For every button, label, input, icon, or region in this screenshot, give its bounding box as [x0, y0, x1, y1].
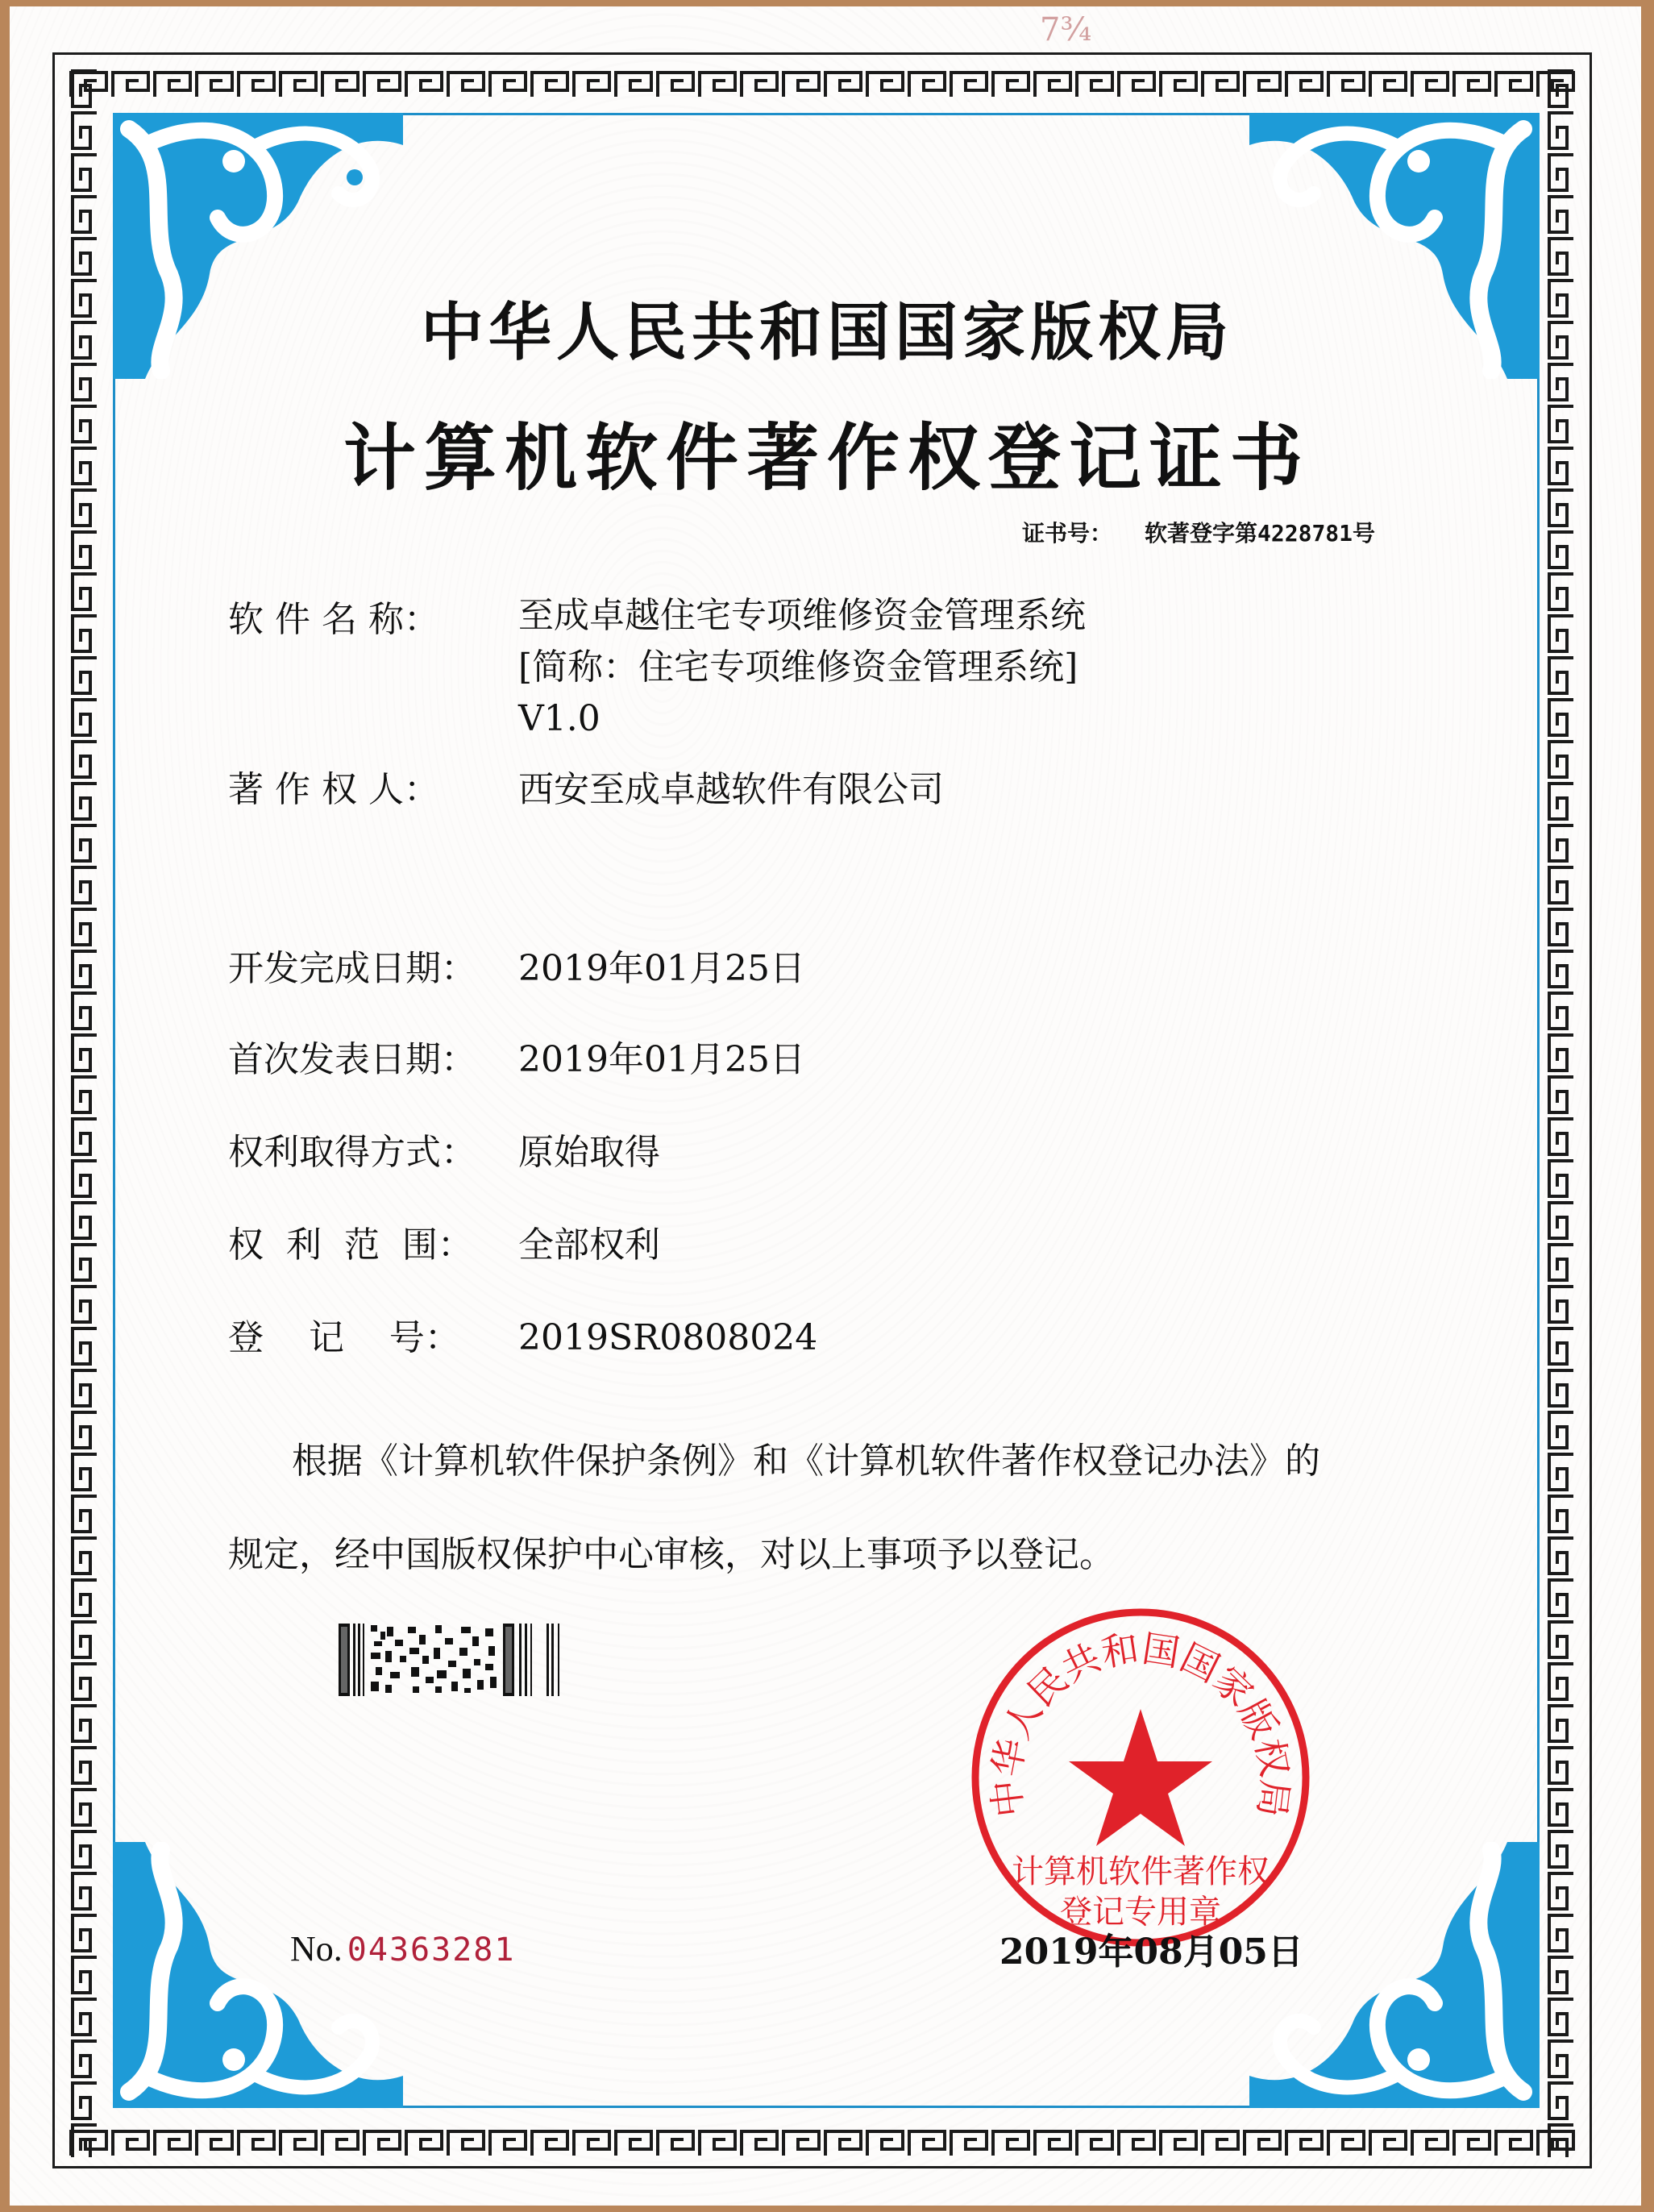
serial-label: No.: [290, 1929, 343, 1969]
field-registration-number: [228, 1308, 817, 1360]
scope-value: 全部权利: [518, 1224, 660, 1266]
software-name-line-3: V1.0: [518, 698, 601, 739]
certificate-number-value: 软著登字第4228781号: [1145, 520, 1376, 547]
official-red-seal: [967, 1604, 1314, 1951]
scope-label: 权 利 范 围：: [228, 1224, 473, 1266]
software-name-label: 软 件 名 称：: [228, 599, 439, 640]
acquisition-value: 原始取得: [518, 1132, 660, 1173]
issuing-authority-title: 中华人民共和国国家版权局: [420, 296, 1233, 369]
certificate-number-label: 证书号：: [1022, 520, 1113, 547]
seal-inner-line-2: 登记专用章: [1060, 1894, 1221, 1931]
field-publication-date: [228, 1030, 805, 1082]
certificate-title: 计算机软件著作权登记证书: [343, 415, 1311, 501]
acquisition-label: 权利取得方式：: [228, 1132, 476, 1173]
dev-date-value: 2019年01月25日: [518, 948, 805, 989]
owner-label: 著 作 权 人：: [228, 769, 439, 810]
software-name-value: [518, 590, 1086, 745]
greek-key-border-bottom: [69, 2128, 1575, 2157]
software-name-line-1: 至成卓越住宅专项维修资金管理系统: [518, 595, 1086, 636]
statement-line-1: 根据《计算机软件保护条例》和《计算机软件著作权登记办法》的: [292, 1441, 1320, 1482]
statement-line-2: 规定，经中国版权保护中心审核，对以上事项予以登记。: [228, 1534, 1115, 1575]
greek-key-border-right: [1546, 69, 1575, 2157]
pub-date-label: 首次发表日期：: [228, 1039, 476, 1080]
serial-value: 04363281: [347, 1931, 516, 1969]
certificate-number: [1022, 516, 1375, 548]
pub-date-value: 2019年01月25日: [518, 1039, 805, 1080]
greek-key-border-top: [69, 69, 1575, 98]
field-development-date: [228, 939, 805, 991]
field-acquisition-method: [228, 1123, 660, 1175]
owner-value: 西安至成卓越软件有限公司: [518, 769, 944, 810]
software-name-line-2: [简称：住宅专项维修资金管理系统]: [518, 647, 1078, 688]
field-rights-scope: [228, 1216, 660, 1267]
issue-date: 2019年08月05日: [999, 1931, 1303, 1973]
reg-no-label: 登 记 号：: [228, 1317, 460, 1358]
seal-inner-line-1: 计算机软件著作权: [1012, 1853, 1270, 1890]
seal-outer-text: 中华人民共和国国家版权局: [983, 1626, 1298, 1820]
serial-number: [290, 1928, 515, 1969]
dev-date-label: 开发完成日期：: [228, 948, 476, 989]
field-copyright-owner: [228, 760, 944, 812]
pdf417-barcode: [339, 1624, 564, 1696]
handwritten-mark: 7¾: [1040, 11, 1092, 48]
field-software-name: [228, 590, 1086, 739]
reg-no-value: 2019SR0808024: [518, 1317, 818, 1358]
greek-key-border-left: [69, 69, 98, 2157]
star-icon: [1069, 1709, 1212, 1846]
corner-ornament-bottom-left: [113, 1842, 403, 2108]
